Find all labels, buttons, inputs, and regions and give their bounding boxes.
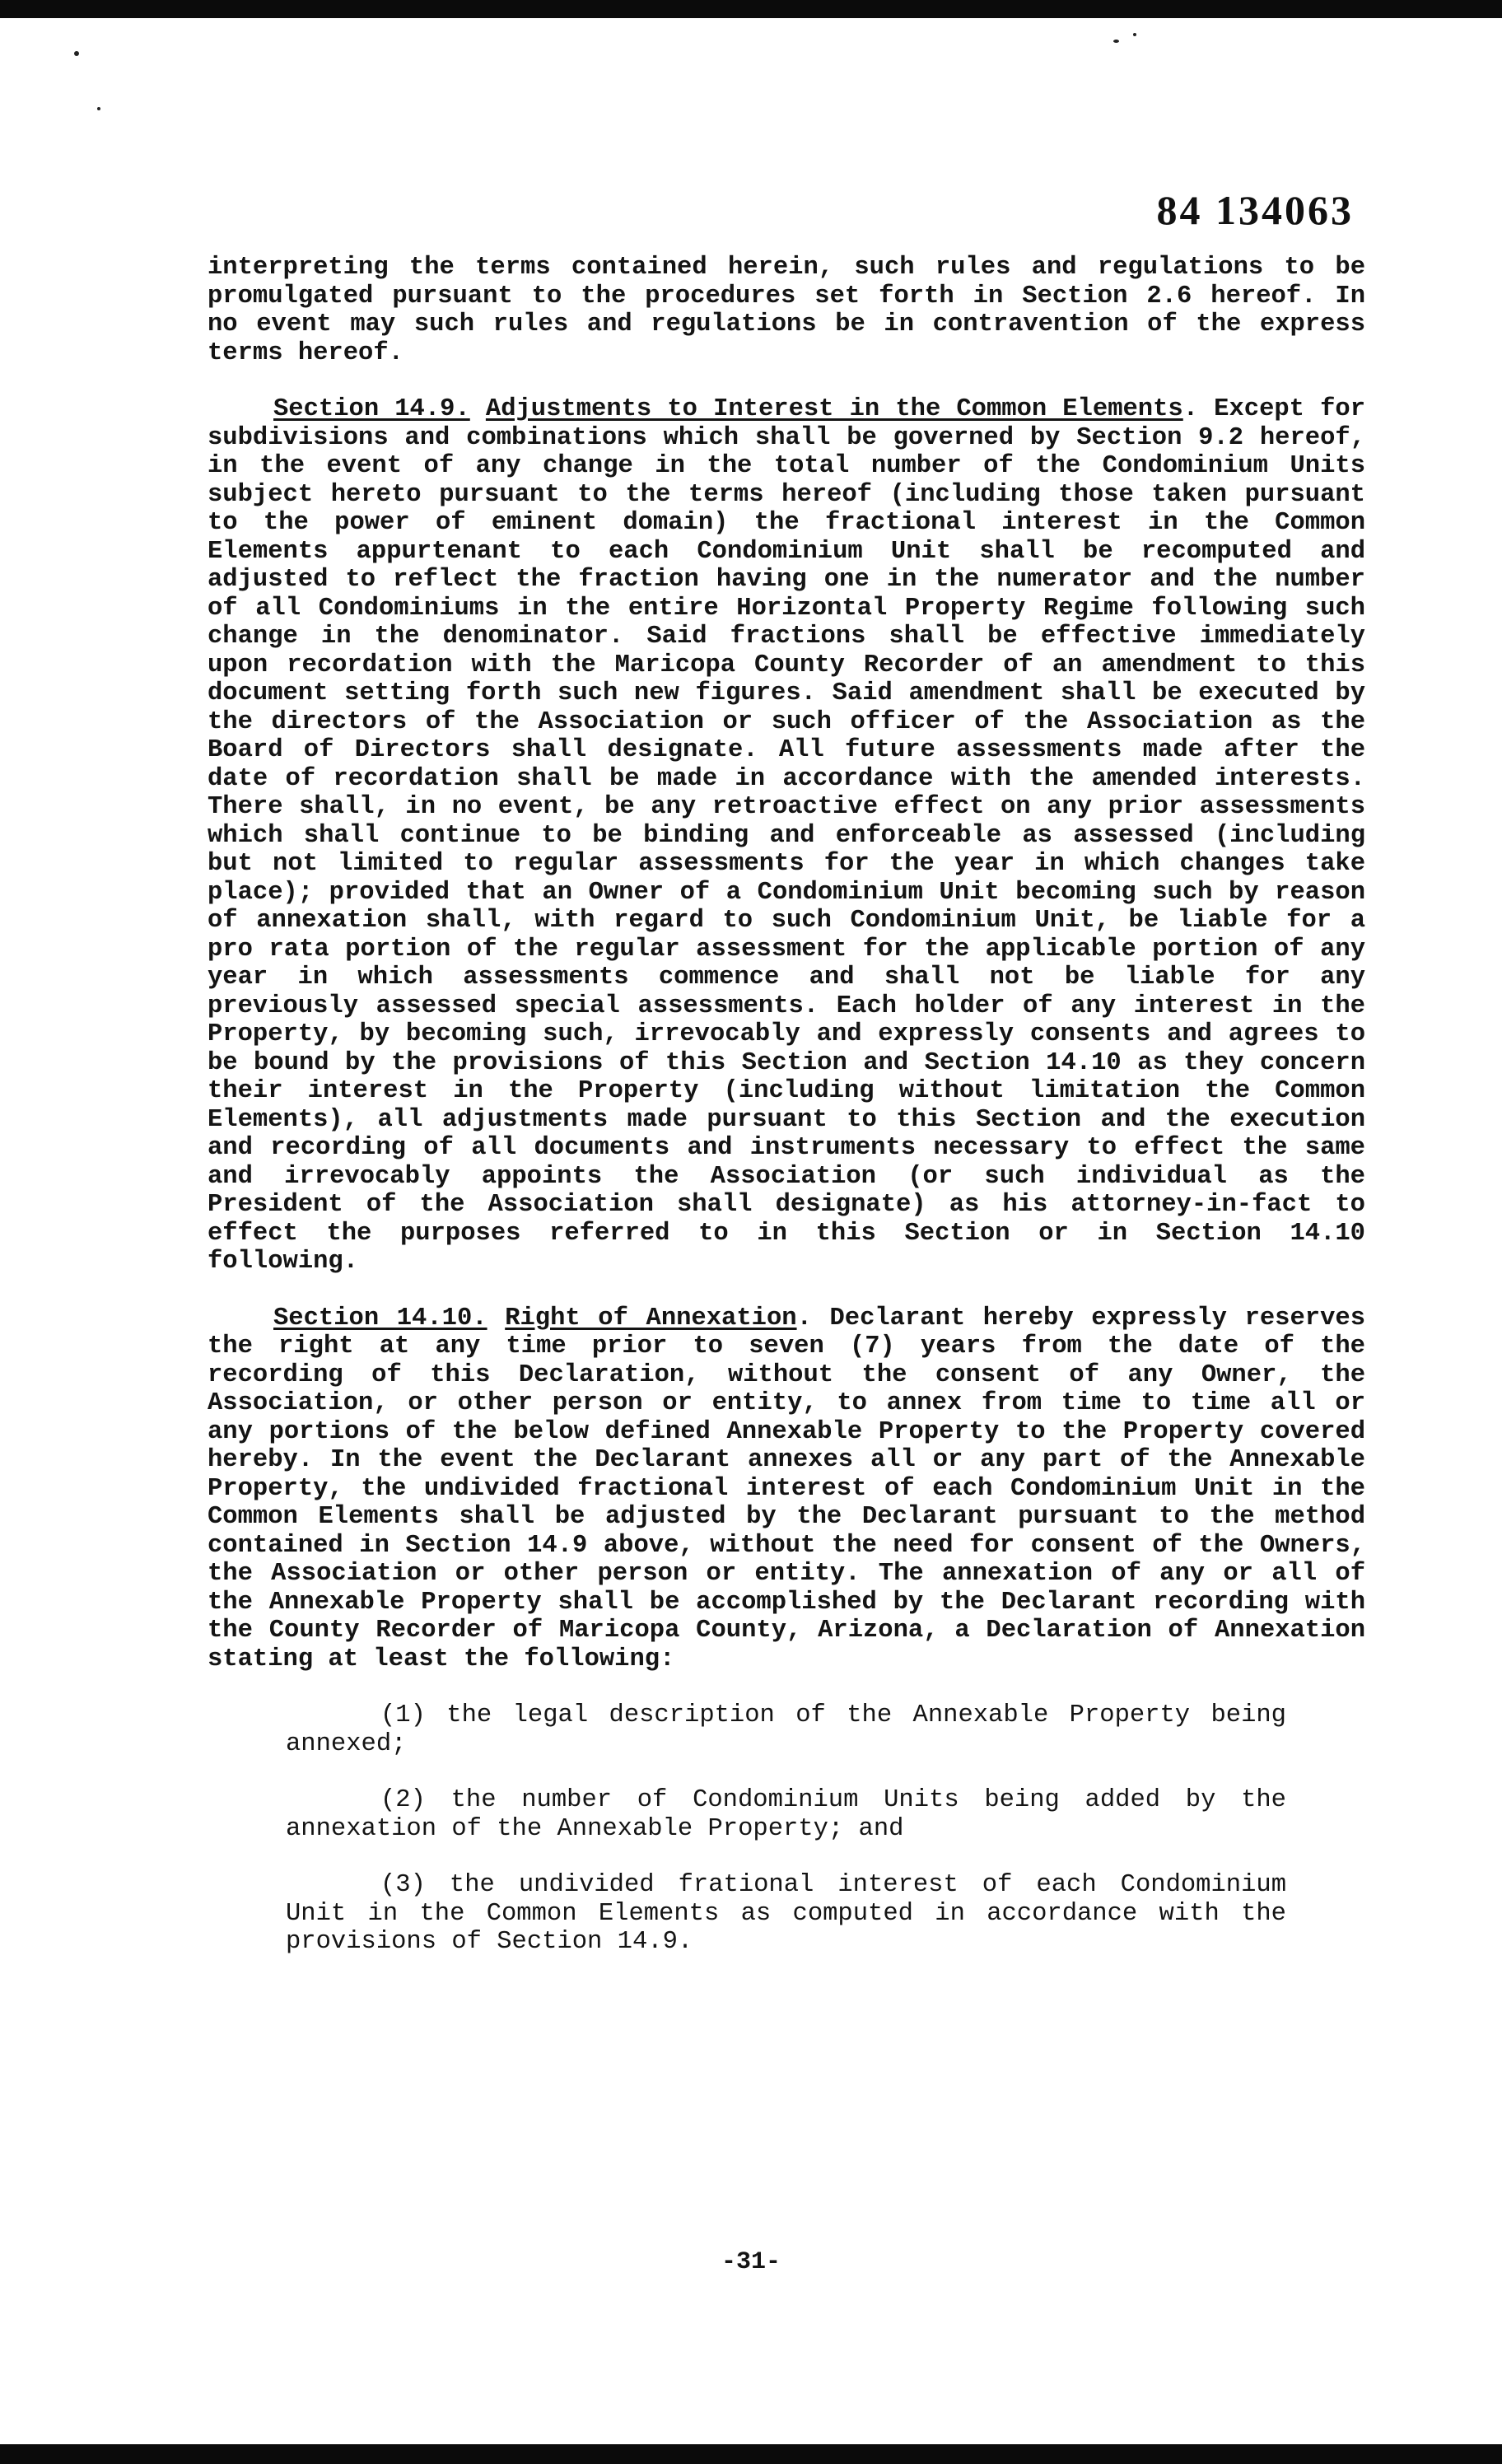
- scan-speck: [74, 51, 79, 56]
- page-number: -31-: [721, 2248, 781, 2276]
- scan-speck: [1113, 40, 1119, 43]
- section-14-10-body: . Declarant hereby expressly reserves the right at any time prior to seven (7) years from the date of the recording of this Declaration, without the consent of any Owner, the Association, or other person or entity, to annex from time to time all or any portions of the below defined Annexable Property to the Property covered hereby. In the event the Declarant annexes all or any part of the Annexable Property, the undivided fractional interest of each Condominium Unit in the Common Elements shall be adjusted by the Declarant pursuant to the method contained in Section 14.9 above, without the need for consent of the Owners, the Association or other person or entity. The annexation of any or all of the Annexable Property shall be accomplished by the Declarant recording with the County Recorder of Maricopa County, Arizona, a Declaration of Annexation stating at least the following:: [208, 1304, 1365, 1673]
- section-14-9-body: . Except for subdivisions and combinations which shall be governed by Section 9.2 hereof, in the event of any change in the total number of the Condominium Units subject hereto pursuant to the terms hereof (including those taken pursuant to the power of eminent domain) the fractional interest in the Common Elements appurtenant to each Condominium Unit shall be recomputed and adjusted to reflect the fraction having one in the numerator and the number of all Condominiums in the entire Horizontal Property Regime following such change in the denominator. Said fractions shall be effective immediately upon recordation with the Maricopa County Recorder of an amendment to this document setting forth such new figures. Said amendment shall be executed by the directors of the Association or such officer of the Association as the Board of Directors shall designate. All future assessments made after the date of recordation shall be made in accordance with the amended interests. There shall, in no event, be any retroactive effect on any prior assessments which shall continue to be binding and enforceable as assessed (including but not limited to regular assessments for the year in which changes take place); provided that an Owner of a Condominium Unit becoming such by reason of annexation shall, with regard to such Condominium Unit, be liable for a pro rata portion of the regular assessment for the applicable portion of any year in which assessments commence and shall not be liable for any previously assessed special assessments. Each holder of any interest in the Property, by becoming such, irrevocably and expressly consents and agrees to be bound by the provisions of this Section and Section 14.10 as they concern their interest in the Property (including without limitation the Common Elements), all adjustments made pursuant to this Section and the execution and recording of all documents and instruments necessary to effect the same and irrevocably appoints the Association (or such individual as the President of the Association shall designate) as his attorney-in-fact to effect the purposes referred to in this Section or in Section 14.10 following.: [208, 395, 1366, 1276]
- list-item: (3) the undivided frational interest of each Condominium Unit in the Common Elements as computed in accordance with the provisions of Section 14.9.: [286, 1871, 1286, 1956]
- scan-border-top: [0, 0, 1502, 18]
- document-body: [208, 254, 1365, 1985]
- annexation-requirements-list: [286, 1701, 1286, 1957]
- scan-border-bottom: [0, 2444, 1502, 2464]
- scan-speck: [1133, 33, 1136, 36]
- document-number: 84 134063: [1156, 187, 1354, 233]
- scan-speck: [97, 107, 100, 110]
- section-14-9-title: Adjustments to Interest in the Common Elements: [485, 395, 1183, 423]
- list-item: (2) the number of Condominium Units being added by the annexation of the Annexable Property; and: [286, 1786, 1286, 1843]
- section-14-10: [208, 1304, 1365, 1674]
- section-14-10-number: Section 14.10.: [273, 1304, 487, 1332]
- list-item: (1) the legal description of the Annexable Property being annexed;: [286, 1701, 1286, 1758]
- section-14-9: [208, 395, 1365, 1276]
- section-14-9-number: Section 14.9.: [273, 395, 470, 423]
- section-14-10-title: Right of Annexation: [505, 1304, 797, 1332]
- paragraph-continuation: interpreting the terms contained herein, such rules and regulations to be promulgated pursuant to the procedures set forth in Section 2.6 hereof. In no event may such rules and regulations be in contravention of the express terms hereof.: [208, 254, 1365, 367]
